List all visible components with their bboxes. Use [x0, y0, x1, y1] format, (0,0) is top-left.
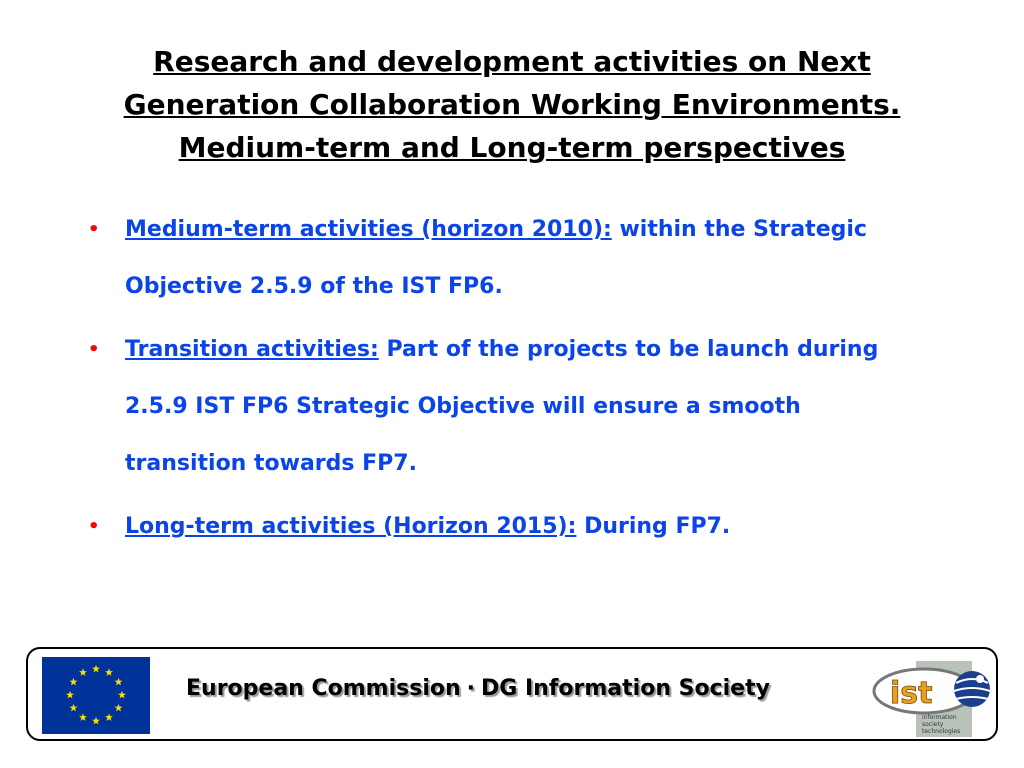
bullet-lead: Transition activities: [125, 337, 379, 362]
bullet-text: During FP7. [576, 514, 731, 539]
bullet-dot: • [88, 219, 100, 240]
bullet-lead: Medium-term activities (horizon 2010): [125, 217, 612, 242]
eu-flag-icon [42, 657, 150, 734]
slide-title [40, 40, 984, 169]
footer-separator: · [466, 676, 476, 701]
svg-text:ist: ist [890, 676, 933, 711]
bullet-item-long-term [88, 498, 918, 555]
bullet-lead: Long-term activities (Horizon 2015): [125, 514, 577, 539]
bullet-item-transition [88, 321, 918, 492]
title-line-2: Generation Collaboration Working Environments. [123, 88, 901, 121]
svg-text:society: society [922, 721, 944, 728]
bullet-text: Part of the projects to be launch during 2.5.9 IST FP6 Strategic Objective will ensure a smooth transition towards FP7. [125, 337, 879, 476]
footer-org: European Commission [186, 676, 461, 701]
bullet-item-medium-term [88, 201, 918, 315]
footer-dept: DG Information Society [481, 676, 770, 701]
bullet-dot: • [88, 516, 100, 537]
svg-text:technologies: technologies [922, 728, 961, 735]
title-line-3: Medium-term and Long-term perspectives [178, 131, 846, 164]
bullet-list [88, 201, 918, 561]
title-line-1: Research and development activities on Next [153, 45, 871, 78]
footer-bar [26, 647, 998, 741]
bullet-dot: • [88, 339, 100, 360]
ist-logo-icon [872, 661, 996, 737]
bullet-text: within the Strategic Objective 2.5.9 of the IST FP6. [125, 217, 867, 299]
svg-text:information: information [922, 714, 957, 721]
footer-caption [186, 676, 770, 701]
